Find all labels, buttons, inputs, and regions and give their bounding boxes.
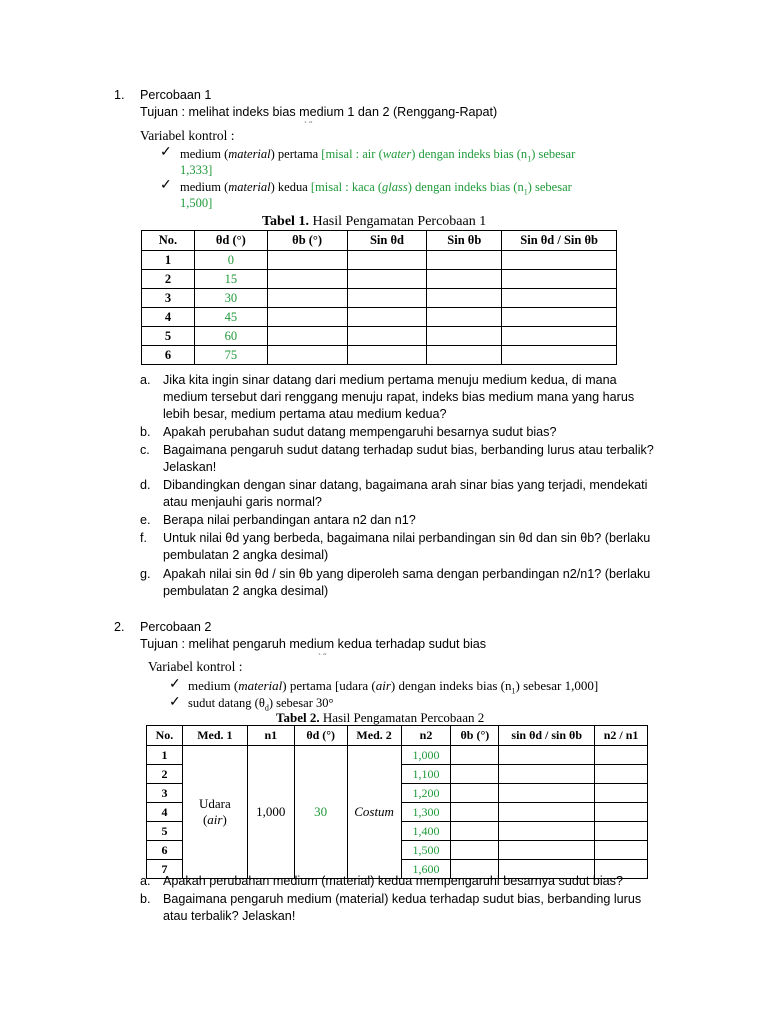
list-item: Bagaimana pengaruh sudut datang terhadap sudut bias, berbanding lurus atau terbalik? [163,443,654,457]
med2-cell: Costum [347,746,401,879]
table-row: 6 1,500 [147,841,648,860]
list-item: Untuk nilai θd yang berbeda, bagaimana nilai perbandingan sin θd dan sin θb? (berlaku [163,531,651,545]
stray-mark: ` ˝ [304,120,313,130]
table-row: 3 1,200 [147,784,648,803]
med1-cell: Udara (air) [182,746,247,879]
table-row: 4 1,300 [147,803,648,822]
table1-title: Tabel 1. Hasil Pengamatan Percobaan 1 [262,214,487,229]
table-row: 1 Udara (air) 1,000 30 Costum 1,000 [147,746,648,765]
table2-header-n-ratio: n2 / n1 [595,726,648,746]
section1-control2-cont: 1,500] [180,196,213,210]
section1-number: 1. [114,88,125,102]
list-item: pembulatan 2 angka desimal) [163,548,329,562]
table-row: 5 1,400 [147,822,648,841]
table2-header-n2: n2 [401,726,451,746]
table-row: 2 1,100 [147,765,648,784]
list-item: lebih besar, medium pertama atau medium kedua? [163,407,447,421]
table-row: 5 60 [142,327,617,346]
section2-tujuan: Tujuan : melihat pengaruh medium kedua terhadap sudut bias [140,637,487,651]
table1-header-ratio: Sin θd / Sin θb [502,231,617,251]
list-item: Berapa nilai perbandingan antara n2 dan n1? [163,513,416,527]
list-item: Jika kita ingin sinar datang dari medium pertama menuju medium kedua, di mana [163,373,617,387]
table1-header-sin-d: Sin θd [347,231,427,251]
list-item: atau terbalik? Jelaskan! [163,909,296,923]
list-item: Jelaskan! [163,460,217,474]
list-item: Apakah nilai sin θd / sin θb yang diperoleh sama dengan perbandingan n2/n1? (berlaku [163,567,651,581]
section1-control1-cont: 1,333] [180,163,213,177]
table1-header-theta-b: θb (°) [267,231,347,251]
check-icon: ✓ [160,178,172,193]
section1-control2: medium (material) kedua [misal : kaca (glass) dengan indeks bias $(n_1)$ sebesar [180,180,572,197]
table2-header-med2: Med. 2 [347,726,401,746]
check-icon: ✓ [169,677,181,692]
list-item: Bagaimana pengaruh medium (material) kedua terhadap sudut bias, berbanding lurus [163,892,642,906]
list-item: Apakah perubahan medium (material) kedua mempengaruhi besarnya sudut bias? [163,874,623,888]
theta-d-cell: 30 [294,746,347,879]
section2-number: 2. [114,620,125,634]
section1-title: Percobaan 1 [140,88,212,102]
table1-header-sin-b: Sin θb [427,231,502,251]
table2-header-ratio: sin θd / sin θb [499,726,595,746]
section2-variabel-label: Variabel kontrol : [148,659,243,674]
section1-variabel-label: Variabel kontrol : [140,128,235,143]
table-row: 7 1,600 [147,860,648,879]
section1-control1: medium (material) pertama [misal : air (water) dengan indeks bias $(n_1)$ sebesar [180,147,576,164]
table2-header-no: No. [147,726,183,746]
table2-header-n1: n1 [247,726,294,746]
list-item: pembulatan 2 angka desimal) [163,584,329,598]
list-item: Apakah perubahan sudut datang mempengaruhi besarnya sudut bias? [163,425,557,439]
list-item: Dibandingkan dengan sinar datang, bagaimana arah sinar bias yang terjadi, mendekati [163,478,648,492]
list-item: atau menjauhi garis normal? [163,495,322,509]
table2-header-theta-d: θd (°) [294,726,347,746]
table-row: 1 0 [142,251,617,270]
table-row: 6 75 [142,346,617,365]
table2 [146,725,648,879]
table2-header-theta-b: θb (°) [451,726,499,746]
table1-header-no: No. [142,231,195,251]
table-row: 4 45 [142,308,617,327]
check-icon: ✓ [169,695,181,710]
list-item: medium tersebut dari renggang menuju rapat, indeks bias medium mana yang harus [163,390,635,404]
table1-header-theta-d: θd (°) [194,231,267,251]
table2-title: Tabel 2. Hasil Pengamatan Percobaan 2 [276,710,485,725]
table1-header-row [142,231,617,251]
section2-title: Percobaan 2 [140,620,212,634]
stray-mark: ` ˝ [318,652,327,662]
n1-cell: 1,000 [247,746,294,879]
section1-tujuan: Tujuan : melihat indeks bias medium 1 dan 2 (Renggang-Rapat) [140,105,498,119]
table2-header-row [147,726,648,746]
section2-control2: sudut datang $(\theta_d)$ sebesar 30° [188,696,334,713]
table-row: 3 30 [142,289,617,308]
section2-control1: medium (material) pertama [udara (air) dengan indeks bias $(n_1)$ sebesar 1,000] [188,678,599,696]
table2-header-med1: Med. 1 [182,726,247,746]
table-row: 2 15 [142,270,617,289]
table1 [141,230,617,365]
check-icon: ✓ [160,145,172,160]
